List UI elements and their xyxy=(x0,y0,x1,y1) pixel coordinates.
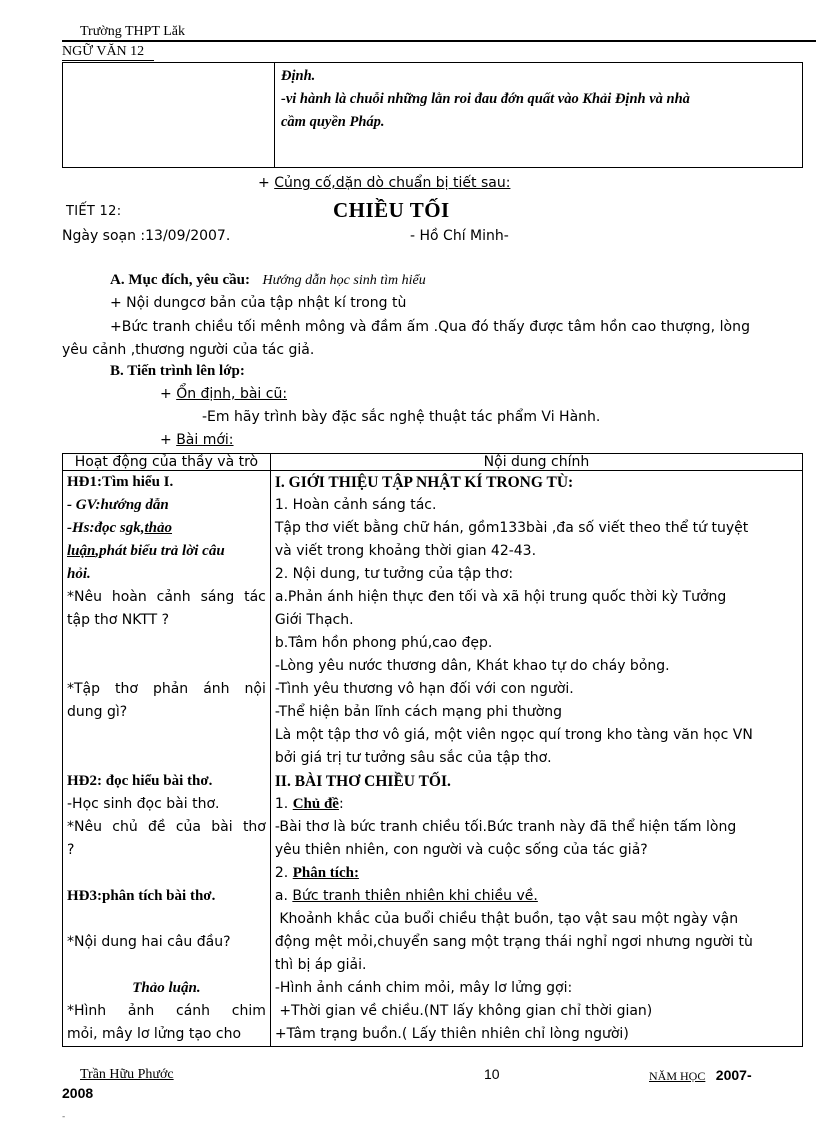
content-line: 1. Hoàn cảnh sáng tác. xyxy=(274,497,437,513)
analysis-heading xyxy=(275,862,798,885)
discussion-label: Thảo luận. xyxy=(132,980,201,996)
content-line: và viết trong khoảng thời gian 42-43. xyxy=(274,543,537,559)
question-content: *Tập thơ phản ánh nội xyxy=(67,681,266,697)
nature-number: a. xyxy=(274,888,293,904)
section-a-item: +Bức tranh chiều tối mênh mông và đầm ấm .Qua đó thấy được tâm hồn cao thượng, lòng xyxy=(110,319,751,335)
content-line: +Tâm trạng buồn.( Lấy thiên nhiên chỉ lòng người) xyxy=(274,1026,629,1042)
hd3-heading: HĐ3:phân tích bài thơ. xyxy=(67,888,216,904)
question-imagery: *Hình ảnh cánh chim xyxy=(67,1003,266,1019)
question-context: *Nêu hoàn cảnh sáng tác xyxy=(67,589,266,605)
content-line: -Hình ảnh cánh chim mỏi, mây lơ lửng gợi: xyxy=(274,980,573,996)
student-task xyxy=(67,540,266,563)
section-ii-heading: II. BÀI THƠ CHIỀU TỐI. xyxy=(274,773,451,790)
question-first-lines: *Nội dung hai câu đầu? xyxy=(67,934,231,950)
table-header-activity: Hoạt động của thầy và trò xyxy=(63,454,271,471)
student-task-part: luận xyxy=(67,543,96,559)
old-lesson-question: -Em hãy trình bày đặc sắc nghệ thuật tác phẩm Vi Hành. xyxy=(202,409,601,425)
consolidation-text: Củng cố,dặn dò chuẩn bị tiết sau: xyxy=(274,175,511,191)
question-context: tập thơ NKTT ? xyxy=(67,612,170,628)
theme-heading xyxy=(275,793,798,816)
content-line: thì bị áp giải. xyxy=(274,957,367,973)
section-a-item: + Nội dungcơ bản của tập nhật kí trong tù xyxy=(110,295,407,311)
lesson-period: TIẾT 12: xyxy=(66,204,122,219)
content-line: -Lòng yêu nước thương dân, Khát khao tự do cháy bỏng. xyxy=(274,658,670,674)
continuation-line: cầm quyền Pháp. xyxy=(281,114,385,130)
continuation-line: Định. xyxy=(281,68,316,84)
continuation-left-cell xyxy=(63,63,275,168)
new-lesson-line xyxy=(160,432,234,448)
read-task: -Học sinh đọc bài thơ. xyxy=(67,796,220,812)
lesson-table xyxy=(62,453,803,1047)
content-column xyxy=(270,471,802,1047)
lesson-author: - Hồ Chí Minh- xyxy=(410,228,509,244)
lesson-title: CHIỀU TỐI xyxy=(333,198,450,222)
content-line: Là một tập thơ vô giá, một viên ngọc quí trong kho tàng văn học VN xyxy=(274,727,753,743)
content-line: +Thời gian về chiều.(NT lấy không gian chỉ thời gian) xyxy=(274,1003,653,1019)
student-task: hỏi. xyxy=(67,566,91,582)
activity-column xyxy=(63,471,271,1047)
teacher-name: Trần Hữu Phước xyxy=(80,1067,174,1082)
consolidation-line xyxy=(258,175,510,191)
lesson-date: Ngày soạn :13/09/2007. xyxy=(62,228,231,244)
year-label: NĂM HỌC xyxy=(649,1069,706,1083)
school-name: Trường THPT Lăk xyxy=(80,24,185,39)
content-line: 2. Nội dung, tư tưởng của tập thơ: xyxy=(274,566,514,582)
student-task-part: ,phát biểu trả lời câu xyxy=(95,543,225,559)
section-i-heading: I. GIỚI THIỆU TẬP NHẬT KÍ TRONG TÙ: xyxy=(274,474,574,491)
stabilize-text: Ổn định, bài cũ: xyxy=(176,386,288,402)
section-a-heading: A. Mục đích, yêu cầu: xyxy=(110,272,250,288)
content-line: -Tình yêu thương vô hạn đối với con người. xyxy=(274,681,574,697)
nature-label: Bức tranh thiên nhiên khi chiều về. xyxy=(292,888,538,904)
content-line: a.Phản ánh hiện thực đen tối và xã hội trung quốc thời kỳ Tưởng xyxy=(274,589,727,605)
stabilize-prefix: + xyxy=(160,386,177,402)
continuation-line: -vi hành là chuỗi những lằn roi đau đớn quất vào Khải Định và nhà xyxy=(281,91,690,107)
section-a xyxy=(110,272,426,289)
year-end: 2008 xyxy=(62,1085,94,1101)
content-line: bởi giá trị tư tưởng sâu sắc của tập thơ. xyxy=(274,750,552,766)
year-start: 2007- xyxy=(715,1067,752,1083)
school-year xyxy=(649,1067,752,1084)
teacher-guide: - GV:hướng dẫn xyxy=(67,497,169,513)
nature-heading xyxy=(275,885,798,908)
content-line: Tập thơ viết bằng chữ hán, gồm133bài ,đa số viết theo thể tứ tuyệt xyxy=(274,520,749,536)
continuation-right-cell xyxy=(275,63,803,168)
content-line: Khoảnh khắc của buổi chiều thật buồn, tạo vật sau một ngày vận xyxy=(274,911,739,927)
question-content: dung gì? xyxy=(67,704,128,720)
content-line: động mệt mỏi,chuyển sang một trạng thái nghỉ ngơi nhưng người tù xyxy=(274,934,753,950)
analysis-number: 2. xyxy=(274,865,293,881)
table-header-content: Nội dung chính xyxy=(270,454,802,471)
continuation-table xyxy=(62,62,803,168)
question-theme: ? xyxy=(67,842,75,858)
stabilize-line xyxy=(160,386,287,402)
theme-label: Chủ đề xyxy=(292,796,339,812)
hd2-heading: HĐ2: đọc hiểu bài thơ. xyxy=(67,773,213,789)
content-line: yêu thiên nhiên, con người và cuộc sống của tác giả? xyxy=(274,842,648,858)
student-task xyxy=(67,517,266,540)
section-a-subtitle: Hướng dẫn học sinh tìm hiểu xyxy=(262,273,426,288)
footer-mark: - xyxy=(62,1112,66,1122)
new-lesson-prefix: + xyxy=(160,432,177,448)
page-number: 10 xyxy=(484,1066,500,1082)
theme-number: 1. xyxy=(274,796,293,812)
content-line: Giới Thạch. xyxy=(274,612,354,628)
section-b-heading: B. Tiến trình lên lớp: xyxy=(110,363,245,379)
section-a-item: yêu cảnh ,thương người của tác giả. xyxy=(62,342,315,358)
content-line: -Bài thơ là bức tranh chiều tối.Bức tranh này đã thể hiện tấm lòng xyxy=(274,819,737,835)
subject-underline xyxy=(62,60,154,61)
consolidation-prefix: + xyxy=(258,175,275,191)
content-line: -Thể hiện bản lĩnh cách mạng phi thường xyxy=(274,704,562,720)
new-lesson-text: Bài mới: xyxy=(176,432,234,448)
student-task-part: -Hs:đọc sgk, xyxy=(67,520,145,536)
question-imagery: mỏi, mây lơ lửng tạo cho xyxy=(67,1026,242,1042)
analysis-label: Phân tích: xyxy=(292,865,359,881)
header-divider xyxy=(62,40,816,42)
question-theme: *Nêu chủ đề của bài thơ xyxy=(67,819,266,835)
content-line: b.Tâm hồn phong phú,cao đẹp. xyxy=(274,635,493,651)
hd1-heading: HĐ1:Tìm hiểu I. xyxy=(67,474,174,490)
theme-colon: : xyxy=(338,796,344,812)
subject-name: NGỮ VĂN 12 xyxy=(62,44,145,59)
student-task-part: thảo xyxy=(144,520,173,536)
